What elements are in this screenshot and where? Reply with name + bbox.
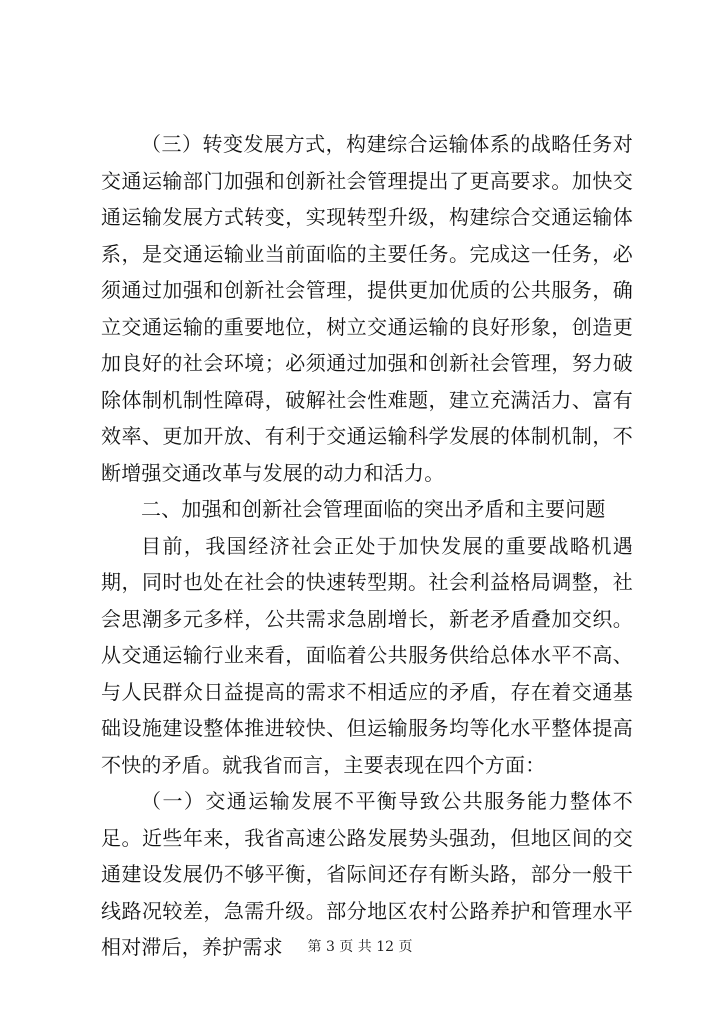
paragraph-2: 目前，我国经济社会正处于加快发展的重要战略机遇期，同时也处在社会的快速转型期。社会利益格局调整，社会思潮多元多样，公共需求急剧增长，新老矛盾叠加交织。从交通运输行业来看，面临着公共服务供给总体水平不高、与人民群众日益提高的需求不相适应的矛盾，存在着交通基础设施建设整体推进较快、但运输服务均等化水平整体提高不快的矛盾。就我省而言，主要表现在四个方面：	[101, 533, 633, 777]
paragraph-1: （三）转变发展方式，构建综合运输体系的战略任务对交通运输部门加强和创新社会管理提出了更高要求。加快交通运输发展方式转变，实现转型升级，构建综合交通运输体系，是交通运输业当前面临的主要任务。完成这一任务，必须通过加强和创新社会管理，提供更加优质的公共服务，确立交通运输的重要地位，树立交通运输的良好形象，创造更加良好的社会环境；必须通过加强和创新社会管理，努力破除体制机制性障碍，破解社会性难题，建立充满活力、富有效率、更加开放、有利于交通运输科学发展的体制机制，不断增强交通改革与发展的动力和活力。	[101, 132, 633, 485]
document-body	[101, 126, 633, 966]
paragraph-3: （一）交通运输发展不平衡导致公共服务能力整体不足。近些年来，我省高速公路发展势头强劲，但地区间的交通建设发展仍不够平衡，省际间还存有断头路，部分一般干线路况较差，急需升级。部分地区农村公路养护和管理水平相对滞后，养护需求	[101, 789, 633, 959]
page-number-footer: 第 3 页 共 12 页	[307, 939, 413, 955]
section-heading: 二、加强和创新社会管理面临的突出矛盾和主要问题	[141, 497, 606, 521]
